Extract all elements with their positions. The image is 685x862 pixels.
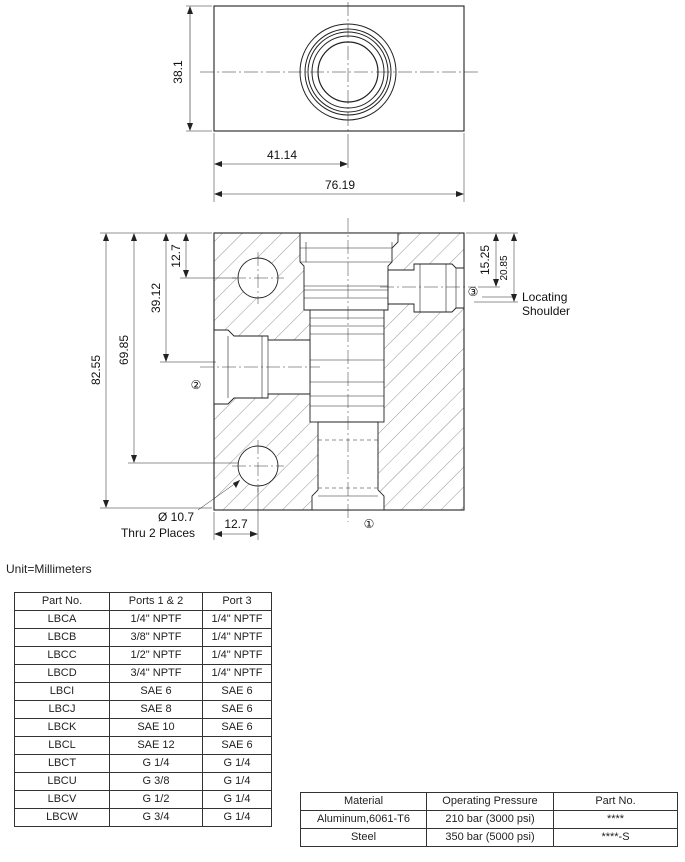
cell: LBCI [15,683,110,701]
table-header-row [301,793,678,811]
cell: SAE 6 [203,701,272,719]
table-header-row [15,593,272,611]
cell: 3/4" NPTF [110,665,203,683]
top-view-arrows [187,6,464,197]
table-row [15,755,272,773]
top-view [186,2,478,202]
cell: G 1/4 [203,773,272,791]
unit-label: Unit=Millimeters [6,562,92,576]
header-ports-1-2: Ports 1 & 2 [110,593,203,611]
cell: 1/4" NPTF [203,647,272,665]
table-row [301,829,678,847]
cell: LBCD [15,665,110,683]
table-row [15,683,272,701]
cell: ****-S [554,829,678,847]
dim-12-7-top: 12.7 [169,244,183,268]
table-row [15,647,272,665]
cell: LBCV [15,791,110,809]
cell: 1/4" NPTF [203,611,272,629]
cell: 350 bar (5000 psi) [427,829,554,847]
cell: SAE 10 [110,719,203,737]
cell: G 3/8 [110,773,203,791]
dim-38-1: 38.1 [171,60,185,84]
table-row [15,701,272,719]
cell: 210 bar (3000 psi) [427,811,554,829]
port-1-marker: ① [363,517,375,531]
locating-shoulder-label-1: Locating [522,290,568,304]
cell: 1/4" NPTF [110,611,203,629]
cell: LBCJ [15,701,110,719]
cell: G 1/2 [110,791,203,809]
table-row [15,629,272,647]
table-row [15,665,272,683]
cell: LBCL [15,737,110,755]
cell: LBCB [15,629,110,647]
cell: 1/4" NPTF [203,665,272,683]
dim-12-7-bottom: 12.7 [224,517,248,531]
port-3-marker: ③ [467,285,479,299]
cell: SAE 6 [203,719,272,737]
cell: G 1/4 [203,809,272,827]
table-row [15,809,272,827]
cell: G 1/4 [203,755,272,773]
cell: **** [554,811,678,829]
dim-20-85: 20.85 [499,255,510,281]
section-view [100,218,518,540]
cell: LBCU [15,773,110,791]
cell: SAE 8 [110,701,203,719]
table-row [15,791,272,809]
dim-39-12: 39.12 [149,282,163,314]
header-part-no: Part No. [554,793,678,811]
cell: SAE 12 [110,737,203,755]
cell: LBCW [15,809,110,827]
table-row [301,811,678,829]
cell: G 1/4 [203,791,272,809]
dim-41-14: 41.14 [266,148,298,162]
header-material: Material [301,793,427,811]
dim-69-85: 69.85 [117,334,131,366]
hole-diameter-label: Ø 10.7 [157,510,195,524]
dim-82-55: 82.55 [89,354,103,386]
dim-15-25: 15.25 [478,244,492,276]
locating-shoulder-label-2: Shoulder [522,304,571,318]
material-table [300,792,678,847]
cell: SAE 6 [203,737,272,755]
table-row [15,773,272,791]
ports-table [14,592,272,827]
cell: Aluminum,6061-T6 [301,811,427,829]
cell: 1/4" NPTF [203,629,272,647]
cell: LBCT [15,755,110,773]
hole-note-label: Thru 2 Places [120,526,196,540]
cell: G 1/4 [110,755,203,773]
port-2-marker: ② [190,378,202,392]
table-row [15,719,272,737]
header-part-no: Part No. [15,593,110,611]
cell: LBCA [15,611,110,629]
dim-76-19: 76.19 [324,178,356,192]
cell: 1/2" NPTF [110,647,203,665]
cell: 3/8" NPTF [110,629,203,647]
cell: SAE 6 [110,683,203,701]
header-operating-pressure: Operating Pressure [427,793,554,811]
cell: SAE 6 [203,683,272,701]
cell: Steel [301,829,427,847]
header-port-3: Port 3 [203,593,272,611]
table-row [15,611,272,629]
cell: LBCC [15,647,110,665]
table-row [15,737,272,755]
cell: LBCK [15,719,110,737]
cell: G 3/4 [110,809,203,827]
